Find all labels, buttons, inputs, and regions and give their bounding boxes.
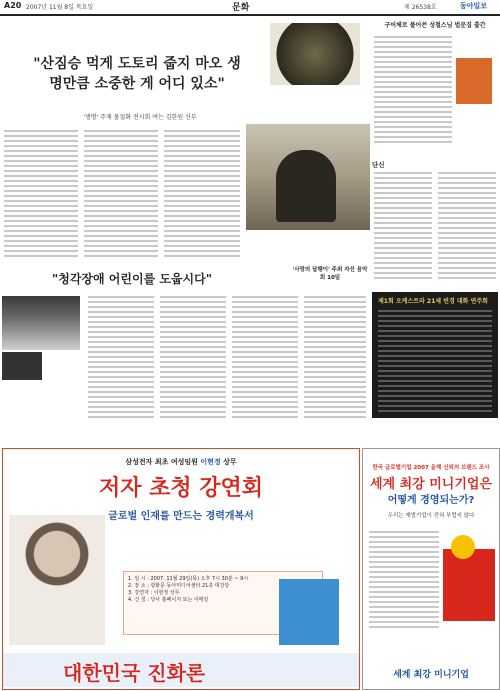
concert-article-body [88,296,154,421]
ad-title: 저자 초청 강연회 [98,476,264,501]
concert-info-box [372,292,498,418]
promo-badge [451,535,475,559]
ad-banner [3,653,359,687]
schedule-item: 2. 장 소 : 광화문 동아미디어센터 21층 대강당 [128,583,230,589]
article-body [84,130,158,260]
concert-info-title: 제1회 오케스트라 21세 빈경 대화 연주회 [378,298,488,305]
newspaper-logo: 동아일보 [460,2,488,10]
ad-subtitle: 글로벌 인재를 만드는 경력개복서 [108,511,254,522]
article-body [4,130,78,260]
lecture-advertisement[interactable] [2,448,360,690]
child-photo [2,352,42,380]
book-article-body [374,36,452,146]
ad-banner-text: 대한민국 진화론 [63,661,206,685]
page-number: A20 [4,1,22,10]
speaker-photo [9,515,105,645]
page-header [0,0,500,16]
issue-number: 제 26538호 [404,4,437,11]
ad-title: 세계 최강 미니기업은 [369,477,493,492]
ad-title-2: 어떻게 경영되는가? [387,495,475,506]
briefs-title: 단신 [372,161,385,169]
section-title: 문화 [232,3,250,13]
ad-kicker: 한국 글로벌기업 2007 올해 신뢰의 브랜드 조사 [372,465,490,471]
briefs-body [374,172,432,282]
schedule-item: 3. 강연자 : 이현정 상무 [128,590,180,596]
concert-article-body [232,296,298,421]
concert-article-body [304,296,366,421]
concert-article-body [160,296,226,421]
concert-article-headline: "청각장애 어린이를 도웁시다" [52,272,212,286]
book-advertisement[interactable] [362,448,500,690]
briefs-body [438,172,496,282]
ad-bottom-title: 세계 최강 미니기업 [393,670,469,680]
priest-photo [246,124,370,230]
article-headline: "산짐승 먹게 도토리 줍지 마오 생명만큼 소중한 게 어디 있소" [33,56,241,92]
schedule-item: 4. 신 청 : 당사 홈페이지 또는 이메일 [128,597,209,603]
ad-tagline: 우리는 재벌기업이 전혀 부럽지 않다 [387,513,475,519]
book-cover-image [443,549,495,621]
ad-speaker-suffix: 상무 [223,458,237,466]
article-subheadline: '생명' 주제 물질화 전시회 여는 김한원 신부 [83,114,197,121]
orchestra-photo [2,296,80,350]
article-body [164,130,240,260]
ad-speaker-name: 이현정 [200,458,221,466]
artwork-photo [270,23,360,85]
ad-speaker-prefix: 삼성전자 최초 여성임원 [125,458,198,466]
book-cover-image [279,579,339,645]
ad-speaker-line [3,457,359,467]
book-cover-image [456,58,492,104]
schedule-item: 1. 일 시 : 2007. 11월 29일(목) 오후 7시 30분 ~ 9시 [128,576,249,582]
issue-date: 2007년 11월 8일 목요일 [26,4,94,11]
book-article-headline: 구어체로 풀어쓴 성철스님 법문집 출간 [384,22,486,29]
concert-article-subheadline: '사랑의 달팽이' 주최 자선 음악회 10일 [292,267,368,281]
